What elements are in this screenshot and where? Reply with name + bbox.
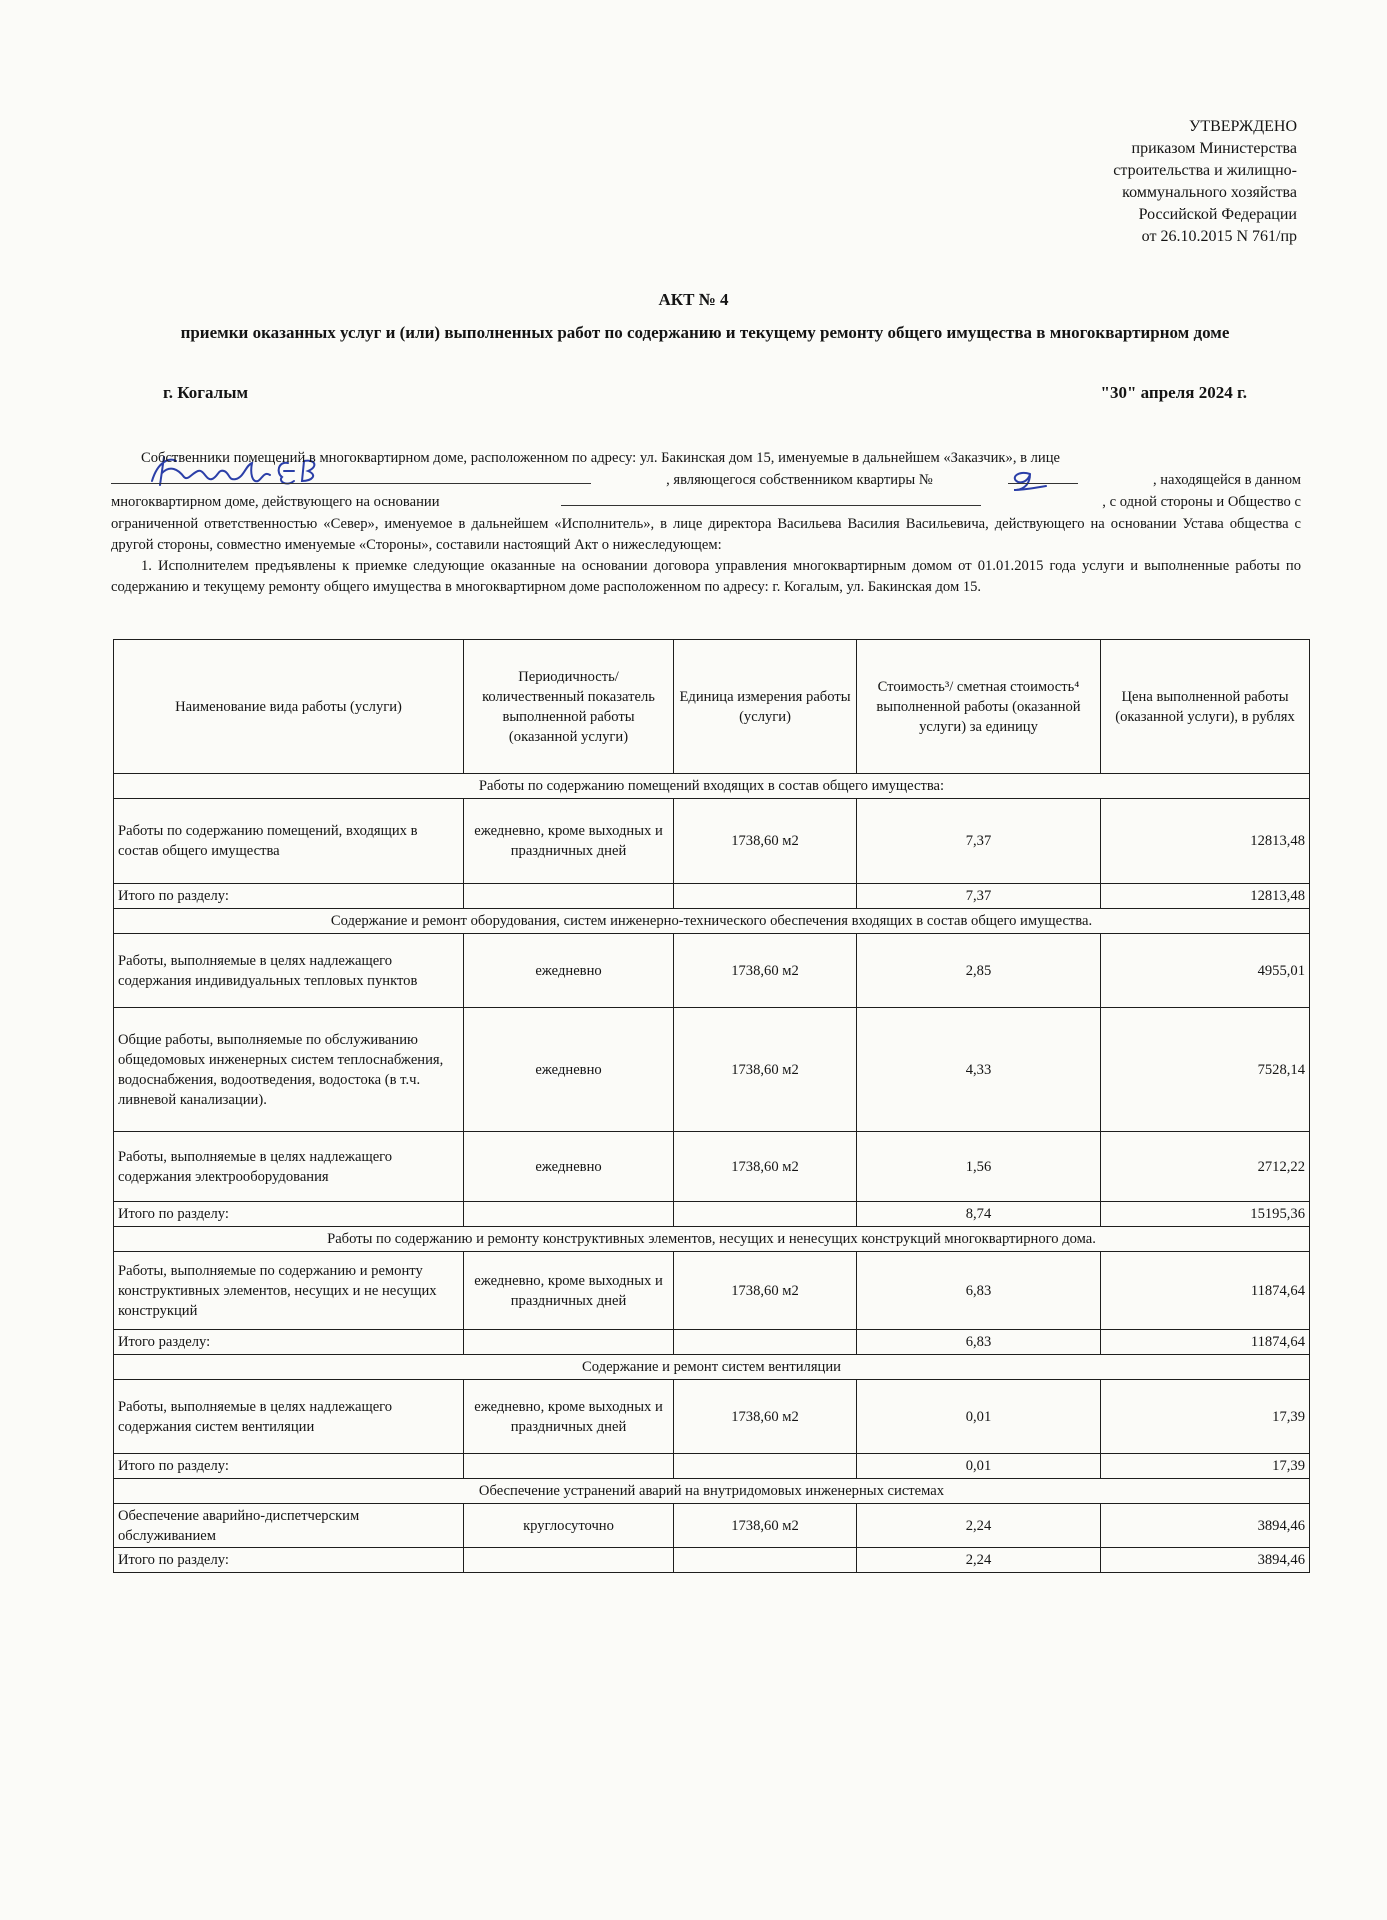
table-row	[114, 1504, 1310, 1548]
cell-name: Работы, выполняемые в целях надлежащего содержания систем вентиляции	[114, 1380, 464, 1454]
empty-cell	[674, 1548, 857, 1573]
section-title: Работы по содержанию помещений входящих в состав общего имущества:	[114, 774, 1310, 799]
works-table	[113, 639, 1310, 1573]
intro-paragraph-2: 1. Исполнителем предъявлены к приемке следующие оказанные на основании договора управления многоквартирным домом от 01.01.2015 года услуги и выполненные работы по содержанию и текущему ремонту общего имущества в многоквартирном доме расположенном по адресу: г. Когалым, ул. Бакинская дом 15.	[111, 558, 1301, 596]
cell-price: 11874,64	[1101, 1252, 1310, 1330]
apartment-blank-line	[1008, 469, 1078, 484]
total-label: Итого по разделу:	[114, 884, 464, 909]
empty-cell	[674, 884, 857, 909]
intro-text	[111, 448, 1301, 598]
section-title: Содержание и ремонт систем вентиляции	[114, 1355, 1310, 1380]
cell-name: Работы, выполняемые по содержанию и ремонту конструктивных элементов, несущих и не несущих конструкций	[114, 1252, 464, 1330]
approval-line: коммунального хозяйства	[1122, 184, 1297, 201]
total-label: Итого по разделу:	[114, 1454, 464, 1479]
cell-price: 12813,48	[1101, 799, 1310, 884]
cell-cost: 2,24	[857, 1504, 1101, 1548]
cell-name: Работы, выполняемые в целях надлежащего содержания индивидуальных тепловых пунктов	[114, 934, 464, 1008]
intro-line	[111, 491, 1301, 513]
approval-line: УТВЕРЖДЕНО	[1188, 118, 1297, 135]
approval-line: строительства и жилищно-	[1113, 162, 1297, 179]
cell-price: 3894,46	[1101, 1504, 1310, 1548]
total-price: 12813,48	[1101, 884, 1310, 909]
total-cost: 0,01	[857, 1454, 1101, 1479]
table-header-row	[114, 640, 1310, 774]
cell-periodicity: ежедневно, кроме выходных и праздничных дней	[464, 1252, 674, 1330]
intro-line	[111, 469, 1301, 491]
section-title-row	[114, 1479, 1310, 1504]
empty-cell	[674, 1330, 857, 1355]
table-row	[114, 934, 1310, 1008]
section-total-row	[114, 1454, 1310, 1479]
approval-stamp-block	[937, 116, 1297, 248]
total-price: 3894,46	[1101, 1548, 1310, 1573]
act-subtitle: приемки оказанных услуг и (или) выполненных работ по содержанию и текущему ремонту общего имущества в многоквартирном доме	[180, 323, 1230, 342]
section-total-row	[114, 1548, 1310, 1573]
cell-periodicity: ежедневно	[464, 934, 674, 1008]
cell-cost: 2,85	[857, 934, 1101, 1008]
section-title-row	[114, 909, 1310, 934]
total-cost: 8,74	[857, 1202, 1101, 1227]
intro-text-2b: , находящейся в данном	[1152, 472, 1301, 489]
empty-cell	[464, 1454, 674, 1479]
cell-unit: 1738,60 м2	[674, 1132, 857, 1202]
header-periodicity: Периодичность/ количественный показатель выполненной работы (оказанной услуги)	[464, 640, 674, 774]
cell-periodicity: ежедневно	[464, 1132, 674, 1202]
empty-cell	[674, 1454, 857, 1479]
section-title-row	[114, 1355, 1310, 1380]
cell-periodicity: круглосуточно	[464, 1504, 674, 1548]
section-title-row	[114, 774, 1310, 799]
cell-unit: 1738,60 м2	[674, 934, 857, 1008]
cell-cost: 1,56	[857, 1132, 1101, 1202]
empty-cell	[464, 884, 674, 909]
cell-price: 7528,14	[1101, 1008, 1310, 1132]
total-label: Итого разделу:	[114, 1330, 464, 1355]
cell-price: 4955,01	[1101, 934, 1310, 1008]
cell-cost: 4,33	[857, 1008, 1101, 1132]
intro-line	[111, 448, 1301, 469]
total-label: Итого по разделу:	[114, 1202, 464, 1227]
section-title-row	[114, 1227, 1310, 1252]
total-cost: 7,37	[857, 884, 1101, 909]
basis-blank-line	[561, 491, 981, 506]
total-cost: 2,24	[857, 1548, 1101, 1573]
table-row	[114, 1252, 1310, 1330]
intro-paragraph-rest: ограниченной ответственностью «Север», именуемое в дальнейшем «Исполнитель», в лице директора Васильева Василия Васильевича, действующего на основании Устава общества с другой стороны, совместно именуемые «Стороны», составили настоящий Акт о нижеследующем:	[111, 515, 1301, 553]
cell-cost: 7,37	[857, 799, 1101, 884]
section-title: Содержание и ремонт оборудования, систем инженерно-технического обеспечения входящих в состав общего имущества.	[114, 909, 1310, 934]
total-price: 17,39	[1101, 1454, 1310, 1479]
act-title: АКТ № 4	[658, 290, 729, 309]
name-blank-line	[111, 469, 591, 484]
act-city: г. Когалым	[163, 383, 249, 402]
cell-unit: 1738,60 м2	[674, 1008, 857, 1132]
approval-line: приказом Министерства	[1131, 140, 1297, 157]
cell-unit: 1738,60 м2	[674, 1504, 857, 1548]
cell-periodicity: ежедневно, кроме выходных и праздничных дней	[464, 1380, 674, 1454]
section-title: Обеспечение устранений аварий на внутридомовых инженерных системах	[114, 1479, 1310, 1504]
cell-unit: 1738,60 м2	[674, 1252, 857, 1330]
cell-name: Работы, выполняемые в целях надлежащего содержания электрооборудования	[114, 1132, 464, 1202]
cell-name: Обеспечение аварийно-диспетчерским обслуживанием	[114, 1504, 464, 1548]
cell-unit: 1738,60 м2	[674, 1380, 857, 1454]
table-row	[114, 799, 1310, 884]
table-row	[114, 1132, 1310, 1202]
empty-cell	[464, 1330, 674, 1355]
cell-unit: 1738,60 м2	[674, 799, 857, 884]
section-total-row	[114, 884, 1310, 909]
cell-price: 2712,22	[1101, 1132, 1310, 1202]
cell-periodicity: ежедневно, кроме выходных и праздничных дней	[464, 799, 674, 884]
approval-line: от 26.10.2015 N 761/пр	[1141, 228, 1297, 245]
table-row	[114, 1380, 1310, 1454]
section-title: Работы по содержанию и ремонту конструктивных элементов, несущих и ненесущих конструкций многоквартирного дома.	[114, 1227, 1310, 1252]
total-price: 11874,64	[1101, 1330, 1310, 1355]
cell-cost: 6,83	[857, 1252, 1101, 1330]
intro-text-3a: многоквартирном доме, действующего на основании	[111, 494, 440, 511]
approval-line: Российской Федерации	[1138, 206, 1297, 223]
cell-cost: 0,01	[857, 1380, 1101, 1454]
section-total-row	[114, 1202, 1310, 1227]
header-unit: Единица измерения работы (услуги)	[674, 640, 857, 774]
intro-text-1: Собственники помещений в многоквартирном доме, расположенном по адресу: ул. Бакинская дом 15, именуемые в дальнейшем «Заказчик», в лице	[141, 450, 1061, 466]
header-price: Цена выполненной работы (оказанной услуги), в рублях	[1101, 640, 1310, 774]
cell-periodicity: ежедневно	[464, 1008, 674, 1132]
total-price: 15195,36	[1101, 1202, 1310, 1227]
total-cost: 6,83	[857, 1330, 1101, 1355]
total-label: Итого по разделу:	[114, 1548, 464, 1573]
cell-name: Работы по содержанию помещений, входящих в состав общего имущества	[114, 799, 464, 884]
section-total-row	[114, 1330, 1310, 1355]
header-cost: Стоимость³/ сметная стоимость⁴ выполненной работы (оказанной услуги) за единицу	[857, 640, 1101, 774]
intro-text-3b: , с одной стороны и Общество с	[1102, 494, 1301, 511]
table-body	[114, 774, 1310, 1573]
empty-cell	[464, 1548, 674, 1573]
table-row	[114, 1008, 1310, 1132]
empty-cell	[464, 1202, 674, 1227]
header-name: Наименование вида работы (услуги)	[114, 640, 464, 774]
cell-price: 17,39	[1101, 1380, 1310, 1454]
empty-cell	[674, 1202, 857, 1227]
intro-text-2a: , являющегося собственником квартиры №	[666, 472, 933, 489]
act-date: "30" апреля 2024 г.	[1100, 383, 1247, 402]
cell-name: Общие работы, выполняемые по обслуживанию общедомовых инженерных систем теплоснабжения, водоснабжения, водоотведения, водостока (в т.ч. ливневой канализации).	[114, 1008, 464, 1132]
